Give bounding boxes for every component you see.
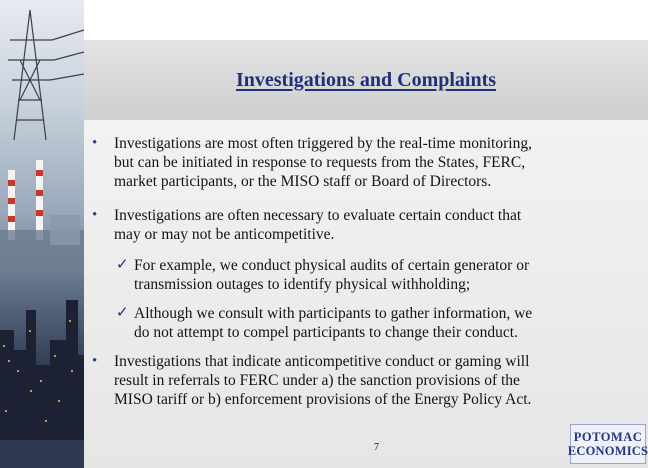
smokestack-icon bbox=[8, 160, 43, 240]
bullet-item bbox=[92, 206, 614, 244]
checkmark-icon: ✓ bbox=[116, 305, 129, 321]
sub-bullet-line: do not attempt to compel participants to change their conduct. bbox=[134, 324, 518, 341]
slide-title: Investigations and Complaints bbox=[235, 68, 497, 91]
sub-bullet-line: transmission outages to identify physical withholding; bbox=[134, 276, 471, 293]
bullet-marker: • bbox=[92, 353, 98, 369]
sub-bullet-item bbox=[116, 256, 618, 294]
bullet-marker: • bbox=[92, 207, 98, 223]
sub-bullet-item bbox=[116, 304, 618, 342]
bullet-line: Investigations are often necessary to evaluate certain conduct that bbox=[114, 207, 522, 224]
bullet-line: MISO tariff or b) enforcement provisions of the Energy Policy Act. bbox=[114, 391, 532, 408]
sub-bullet-line: For example, we conduct physical audits of certain generator or bbox=[134, 257, 530, 274]
slide-content bbox=[84, 120, 648, 468]
bullet-marker: • bbox=[92, 135, 98, 151]
transmission-tower-icon bbox=[8, 10, 84, 140]
potomac-economics-logo bbox=[567, 424, 648, 464]
bullet-line: market participants, or the MISO staff or Board of Directors. bbox=[114, 173, 492, 190]
bullet-item bbox=[92, 134, 614, 191]
logo-line-2: ECONOMICS bbox=[567, 444, 648, 458]
bullet-line: Investigations are most often triggered by the real-time monitoring, bbox=[114, 135, 532, 152]
bullet-line: may or may not be anticompetitive. bbox=[114, 226, 335, 243]
left-image-strip bbox=[0, 0, 84, 468]
bullet-line: Investigations that indicate anticompetitive conduct or gaming will bbox=[114, 353, 530, 370]
checkmark-icon: ✓ bbox=[116, 257, 129, 273]
power-infrastructure-illustration bbox=[0, 0, 84, 468]
bullet-line: but can be initiated in response to requests from the States, FERC, bbox=[114, 154, 526, 171]
sub-bullet-line: Although we consult with participants to gather information, we bbox=[134, 305, 533, 322]
logo-line-1: POTOMAC bbox=[573, 430, 643, 444]
bullet-line: result in referrals to FERC under a) the sanction provisions of the bbox=[114, 372, 520, 389]
page-number: 7 bbox=[374, 442, 379, 453]
title-band bbox=[84, 40, 648, 120]
bullet-item bbox=[92, 352, 614, 409]
